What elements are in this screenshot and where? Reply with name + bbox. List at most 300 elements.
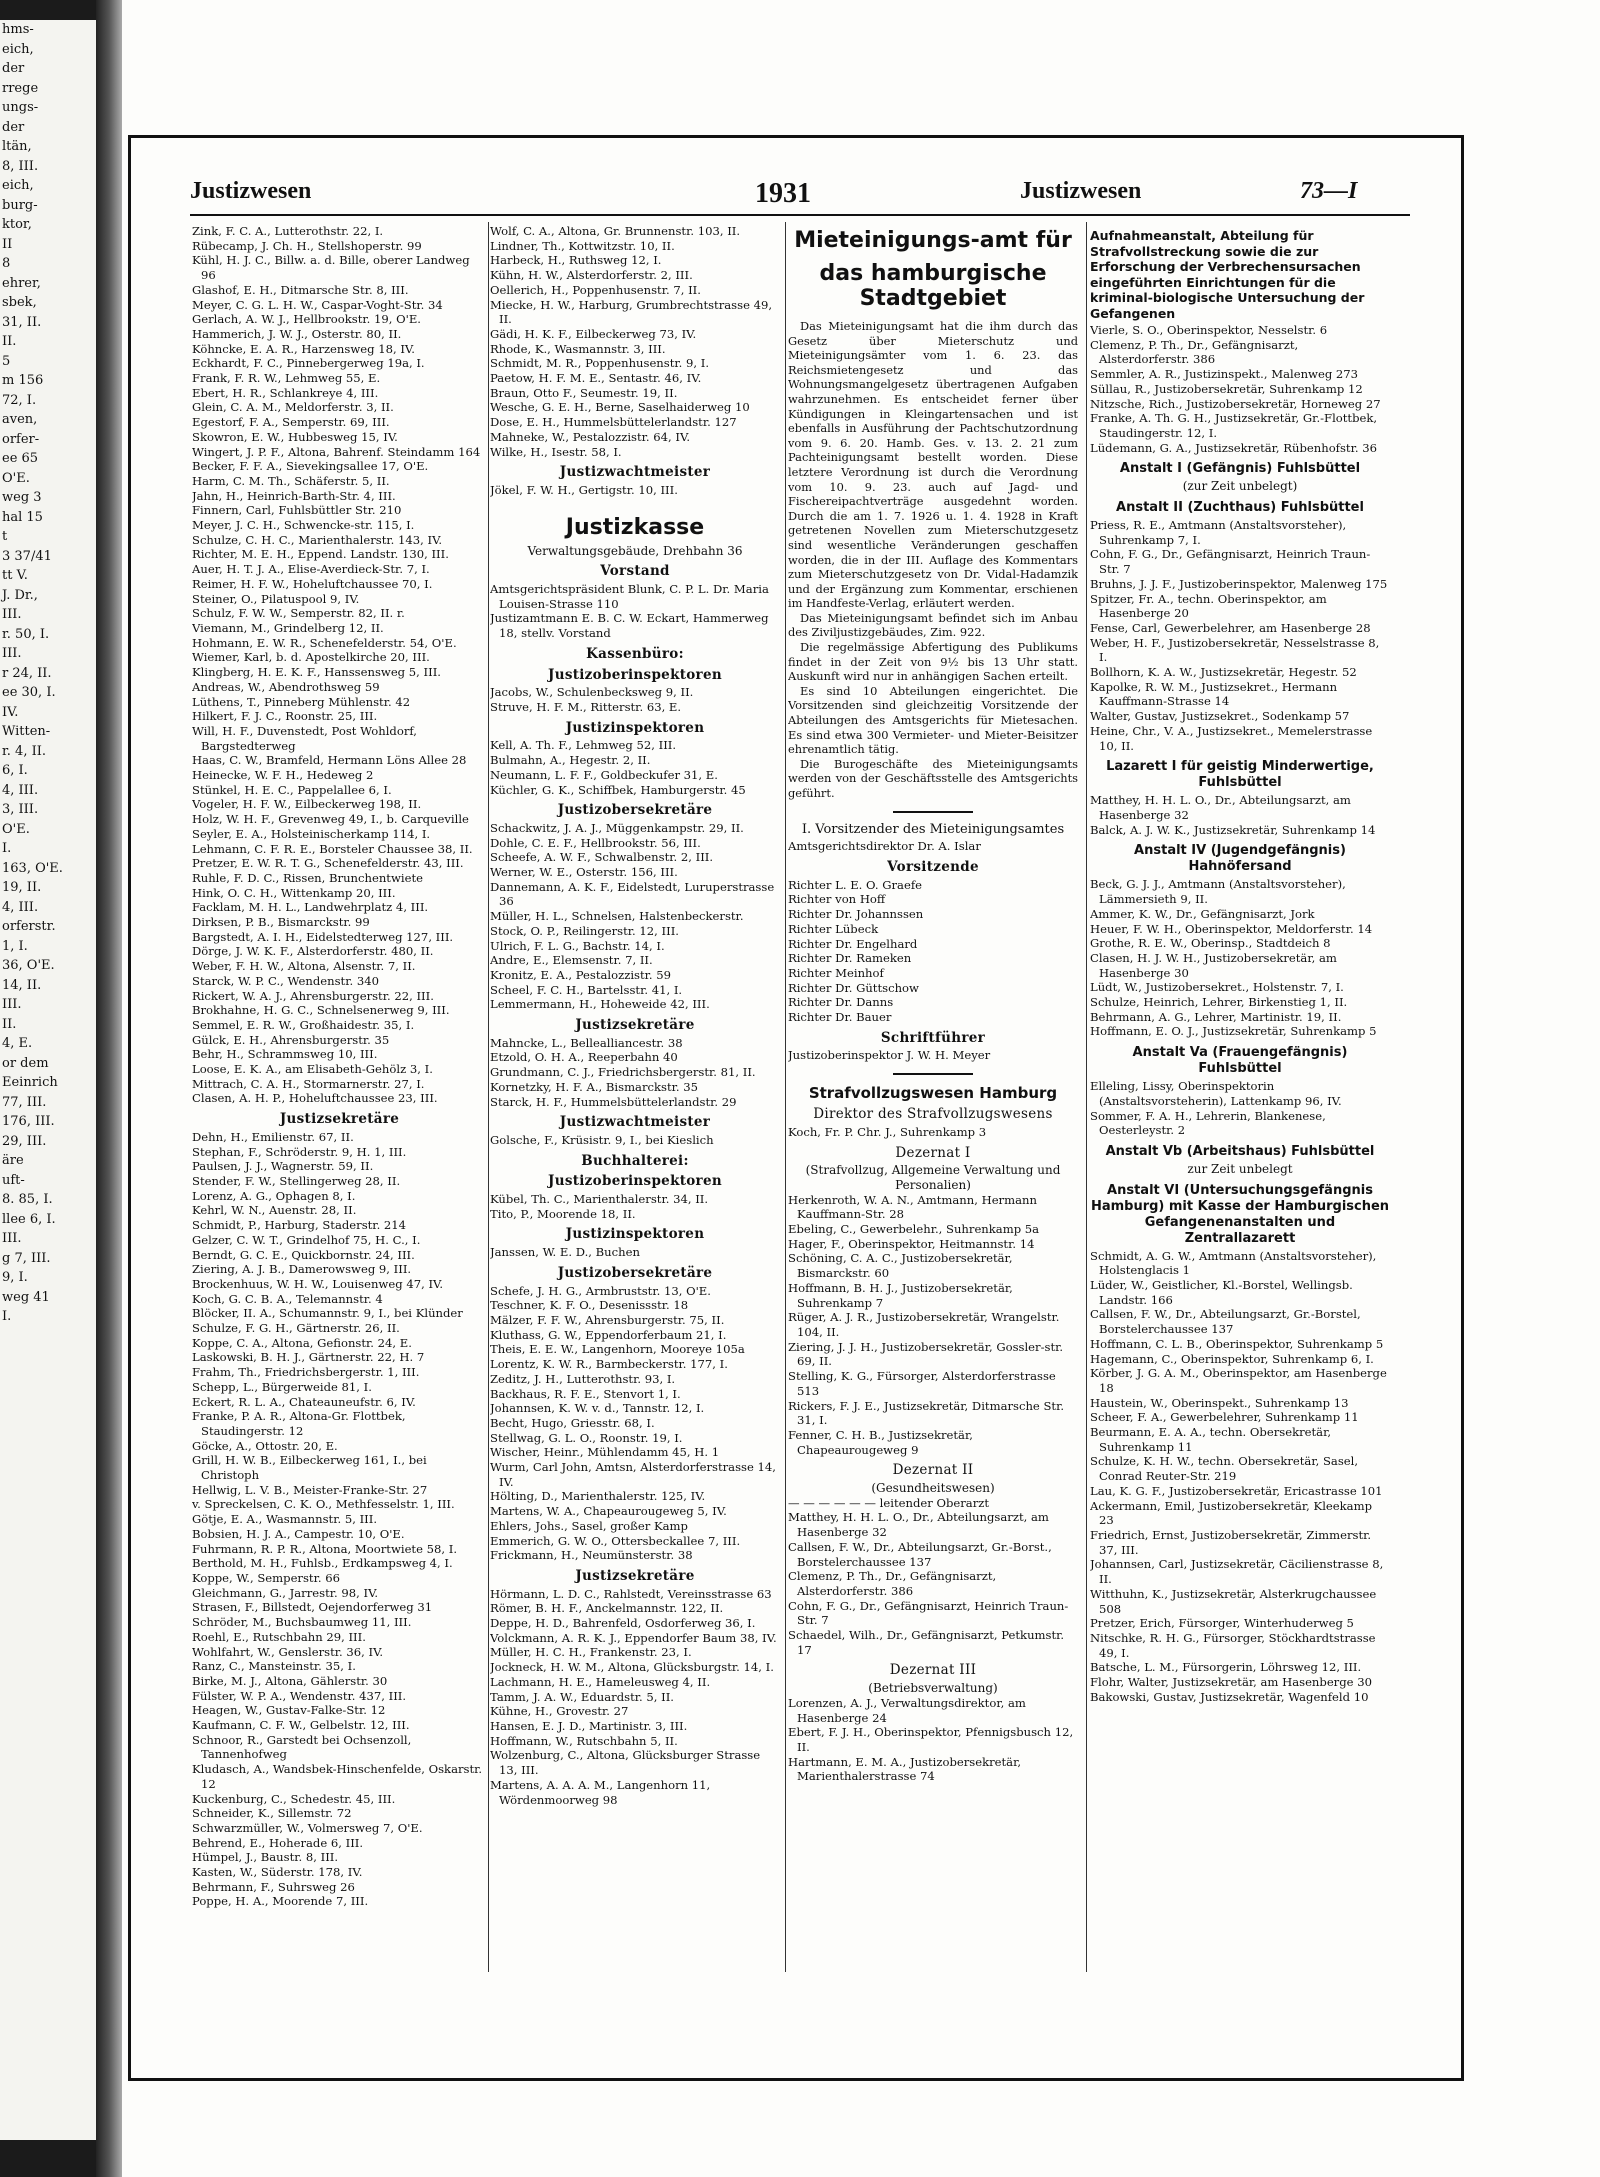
list-item: Lau, K. G. F., Justizobersekretär, Ericastrasse 101 bbox=[1090, 1483, 1383, 1498]
mieteinigungsamt-heading: Mieteinigungs-amt für bbox=[794, 228, 1072, 253]
previous-page-text: weg 3 bbox=[2, 490, 42, 505]
previous-page-text: orferstr. bbox=[2, 919, 56, 934]
list-item: Lachmann, H. E., Hameleusweg 4, II. bbox=[490, 1674, 711, 1689]
entry-list bbox=[788, 878, 1078, 1025]
list-item: Grundmann, C. J., Friedrichsbergerstr. 81, II. bbox=[490, 1065, 756, 1080]
entry-list bbox=[192, 224, 487, 1106]
list-item: Schwarzmüller, W., Volmersweg 7, O'E. bbox=[192, 1820, 423, 1835]
previous-page-text: 8, III. bbox=[2, 158, 39, 174]
list-item: Loose, E. K. A., am Elisabeth-Gehölz 3, I. bbox=[192, 1062, 433, 1077]
section-heading: Anstalt VI (Untersuchungsgefängnis Hamburg) mit Kasse der Hamburgischen Gefangenenanstalten und Zentrallazarett bbox=[1090, 1182, 1390, 1246]
previous-page-text: 163, O'E. bbox=[2, 860, 63, 876]
previous-page-text: aven, bbox=[2, 412, 38, 427]
list-item: Schröder, M., Buchsbaumweg 11, III. bbox=[192, 1615, 412, 1630]
previous-page-text: 4, III. bbox=[2, 899, 39, 915]
list-item: Glein, C. A. M., Meldorferstr. 3, II. bbox=[192, 400, 394, 415]
list-item: Richter L. E. O. Graefe bbox=[788, 877, 922, 892]
list-item: Rhode, K., Wasmannstr. 3, III. bbox=[490, 341, 666, 356]
list-item: Martens, A. A. A. M., Langenhorn 11, Wördenmoorweg 98 bbox=[490, 1777, 711, 1807]
previous-page-text: III. bbox=[2, 607, 22, 622]
list-item: Römer, B. H. F., Anckelmannstr. 122, II. bbox=[490, 1601, 724, 1616]
list-item: Scheer, F. A., Gewerbelehrer, Suhrenkamp 11 bbox=[1090, 1410, 1359, 1425]
list-item: Theis, E. E. W., Langenhorn, Mooreye 105a bbox=[490, 1342, 745, 1357]
previous-page-text: r. 4, II. bbox=[2, 743, 46, 759]
previous-page-text: tt V. bbox=[2, 568, 28, 583]
list-item: Brockenhuus, W. H. W., Louisenweg 47, IV. bbox=[192, 1276, 444, 1291]
previous-page-text: llee 6, I. bbox=[2, 1211, 56, 1227]
list-item: Richter Dr. Güttschow bbox=[788, 980, 919, 995]
list-item: Stender, F. W., Stellingerweg 28, II. bbox=[192, 1174, 401, 1188]
list-item: Koch, G. C. B. A., Telemannstr. 4 bbox=[192, 1291, 383, 1306]
list-item: Lehmann, C. F. R. E., Borsteler Chaussee 38, II. bbox=[192, 841, 473, 856]
header-right-title: Justizwesen bbox=[1020, 178, 1142, 204]
section-rule bbox=[893, 811, 973, 813]
list-item: Ziering, A. J. B., Damerowsweg 9, III. bbox=[192, 1262, 412, 1277]
list-item: Hagemann, C., Oberinspektor, Suhrenkamp 6, I. bbox=[1090, 1351, 1374, 1366]
list-item: Haustein, W., Oberinspekt., Suhrenkamp 13 bbox=[1090, 1395, 1349, 1410]
list-item: Priess, R. E., Amtmann (Anstaltsvorsteher), Suhrenkamp 7, I. bbox=[1090, 518, 1347, 547]
previous-page-text: 36, O'E. bbox=[2, 958, 55, 973]
list-item: Kühne, H., Grovestr. 27 bbox=[490, 1704, 629, 1719]
previous-page-text: III. bbox=[2, 1231, 22, 1246]
section-heading: Direktor des Strafvollzugswesens bbox=[813, 1106, 1053, 1123]
entry-list bbox=[490, 582, 780, 641]
list-item: Justizamtmann E. B. C. W. Eckart, Hammerweg 18, stellv. Vorstand bbox=[490, 611, 769, 641]
list-item: Kuckenburg, C., Schedestr. 45, III. bbox=[192, 1791, 396, 1806]
list-item: Richter von Hoff bbox=[788, 892, 886, 907]
justizkasse-address: Verwaltungsgebäude, Drehbahn 36 bbox=[527, 543, 743, 558]
section-heading: Justizwachtmeister bbox=[559, 1114, 711, 1131]
list-item: Strasen, F., Billstedt, Oejendorferweg 31 bbox=[192, 1600, 433, 1615]
list-item: Behrmann, F., Suhrsweg 26 bbox=[192, 1879, 355, 1894]
column-3 bbox=[788, 224, 1078, 1964]
list-item: Ebert, F. J. H., Oberinspektor, Pfennigsbusch 12, II. bbox=[788, 1725, 1074, 1754]
list-item: Eckhardt, F. C., Pinnebergerweg 19a, I. bbox=[192, 356, 425, 371]
list-item: Schepp, L., Bürgerweide 81, I. bbox=[192, 1379, 372, 1394]
previous-page-text: weg 41 bbox=[2, 1289, 50, 1305]
list-item: Frahm, Th., Friedrichsbergerstr. 1, III. bbox=[192, 1365, 420, 1380]
list-item: Kaufmann, C. F. W., Gelbelstr. 12, III. bbox=[192, 1718, 410, 1733]
list-item: Sommer, F. A. H., Lehrerin, Blankenese, Oesterleystr. 2 bbox=[1090, 1108, 1326, 1138]
previous-page-text: 31, II. bbox=[2, 314, 42, 330]
list-item: Kübel, Th. C., Marienthalerstr. 34, II. bbox=[490, 1192, 709, 1207]
list-item: Bakowski, Gustav, Justizsekretär, Wagenfeld 10 bbox=[1090, 1689, 1369, 1704]
list-item: Koch, Fr. P. Chr. J., Suhrenkamp 3 bbox=[788, 1124, 987, 1139]
list-item: Herkenroth, W. A. N., Amtmann, Hermann Kauffmann-Str. 28 bbox=[788, 1192, 1037, 1222]
entry-list bbox=[490, 1192, 780, 1221]
list-item: Ehlers, Johs., Sasel, großer Kamp bbox=[490, 1518, 688, 1533]
list-item: Martens, W. A., Chapeaurougeweg 5, IV. bbox=[490, 1504, 727, 1519]
entry-list bbox=[490, 1245, 780, 1260]
list-item: Frank, F. R. W., Lehmweg 55, E. bbox=[192, 371, 381, 386]
list-item: Richter Dr. Bauer bbox=[788, 1010, 892, 1025]
list-item: Mahncke, L., Bellealliancestr. 38 bbox=[490, 1035, 683, 1050]
list-item: Andre, E., Elemsenstr. 7, II. bbox=[490, 953, 653, 968]
list-item: Flohr, Walter, Justizsekretär, am Hasenberge 30 bbox=[1090, 1675, 1372, 1690]
list-item: Backhaus, R. F. E., Stenvort 1, I. bbox=[490, 1386, 681, 1401]
previous-page-text: ehrer, bbox=[2, 275, 41, 291]
previous-page-text: ee 65 bbox=[2, 451, 39, 466]
previous-page-text: 77, III. bbox=[2, 1094, 47, 1110]
previous-page-text: hal 15 bbox=[2, 509, 43, 525]
list-item: Jacobs, W., Schulenbecksweg 9, II. bbox=[490, 685, 694, 700]
previous-page-text: Witten- bbox=[2, 724, 51, 739]
list-item: Schulze, C. H. C., Marienthalerstr. 143, IV. bbox=[192, 532, 443, 547]
list-item: Matthey, H. H. L. O., Dr., Abteilungsarzt, am Hasenberge 32 bbox=[788, 1510, 1049, 1540]
list-item: Schmidt, P., Harburg, Staderstr. 214 bbox=[192, 1218, 407, 1233]
list-item: Teschner, K. F. O., Desenissstr. 18 bbox=[490, 1298, 689, 1313]
list-item: Franke, P. A. R., Altona-Gr. Flottbek, Staudingerstr. 12 bbox=[192, 1409, 406, 1438]
list-item: Viemann, M., Grindelberg 12, II. bbox=[192, 620, 384, 635]
list-item: Weber, H. F., Justizobersekretär, Nesselstrasse 8, I. bbox=[1090, 635, 1380, 665]
previous-page-text: III. bbox=[2, 646, 22, 661]
list-item: Hoffmann, C. L. B., Oberinspektor, Suhrenkamp 5 bbox=[1090, 1336, 1384, 1351]
list-item: Ziering, J. J. H., Justizobersekretär, Gossler-str. 69, II. bbox=[788, 1339, 1064, 1369]
entry-list bbox=[490, 224, 780, 459]
previous-page-text: 3 37/41 bbox=[2, 548, 52, 564]
list-item: Ruhle, F. D. C., Rissen, Brunchentwiete bbox=[192, 870, 423, 885]
section-heading: Schriftführer bbox=[880, 1029, 986, 1046]
list-item: Clemenz, P. Th., Dr., Gefängnisarzt, Alsterdorferstr. 386 bbox=[1090, 337, 1299, 367]
list-item: Mälzer, F. F. W., Ahrensburgerstr. 75, II. bbox=[490, 1313, 725, 1327]
list-item: Amtsgerichtspräsident Blunk, C. P. L. Dr. Maria Louisen-Strasse 110 bbox=[490, 582, 769, 611]
list-item: Fuhrmann, R. P. R., Altona, Moortwiete 58, I. bbox=[192, 1541, 458, 1556]
list-item: Hörmann, L. D. C., Rahlstedt, Vereinsstrasse 63 bbox=[490, 1586, 772, 1601]
list-item: Paetow, H. F. M. E., Sentastr. 46, IV. bbox=[490, 371, 702, 386]
list-item: Ebeling, C., Gewerbelehr., Suhrenkamp 5a bbox=[788, 1222, 1040, 1237]
list-item: Schöning, C. A. C., Justizobersekretär, Bismarckstr. 60 bbox=[788, 1251, 1013, 1281]
column-4 bbox=[1090, 224, 1390, 1964]
list-item: Hölting, D., Marienthalerstr. 125, IV. bbox=[490, 1489, 706, 1504]
previous-page-text: 176, III. bbox=[2, 1114, 55, 1129]
list-item: Hansen, E. J. D., Martinistr. 3, III. bbox=[490, 1718, 688, 1733]
section-subheading: zur Zeit unbelegt bbox=[1187, 1161, 1293, 1176]
list-item: Werner, W. E., Osterstr. 156, III. bbox=[490, 865, 678, 880]
list-item: Heine, Chr., V. A., Justizsekret., Memelerstrasse 10, II. bbox=[1090, 723, 1373, 753]
previous-page-text: r 24, II. bbox=[2, 665, 52, 681]
list-item: Hink, O. C. H., Wittenkamp 20, III. bbox=[192, 885, 396, 900]
list-item: Matthey, H. H. L. O., Dr., Abteilungsarzt, am Hasenberge 32 bbox=[1090, 793, 1351, 822]
list-item: Küchler, G. K., Schiffbek, Hamburgerstr. 45 bbox=[490, 782, 746, 797]
list-item: Elleling, Lissy, Oberinspektorin (Anstaltsvorsteherin), Lattenkamp 96, IV. bbox=[1090, 1079, 1342, 1108]
section-heading: Anstalt I (Gefängnis) Fuhlsbüttel bbox=[1119, 461, 1361, 477]
list-item: Weber, F. H. W., Altona, Alsenstr. 7, II. bbox=[192, 959, 416, 974]
list-item: Laskowski, B. H. J., Gärtnerstr. 22, H. 7 bbox=[192, 1350, 425, 1365]
entry-list bbox=[1090, 323, 1390, 455]
entry-list bbox=[490, 1036, 780, 1110]
column-divider bbox=[488, 222, 489, 1972]
section-heading: Justizsekretäre bbox=[575, 1567, 695, 1584]
list-item: Richter, M. E. H., Eppend. Landstr. 130, III. bbox=[192, 547, 449, 562]
list-item: Lüdt, W., Justizobersekret., Holstenstr. 7, I. bbox=[1090, 980, 1344, 995]
previous-page-text: sbek, bbox=[2, 295, 37, 310]
list-item: Janssen, W. E. D., Buchen bbox=[490, 1245, 640, 1260]
section-heading: Justizoberinspektoren bbox=[548, 666, 722, 683]
list-item: Götje, E. A., Wasmannstr. 5, III. bbox=[192, 1512, 378, 1527]
list-item: Behrmann, A. G., Lehrer, Martinistr. 19, II. bbox=[1090, 1009, 1342, 1024]
list-item: Behrend, E., Hoherade 6, III. bbox=[192, 1835, 364, 1850]
list-item: Tito, P., Moorende 18, II. bbox=[490, 1206, 636, 1221]
list-item: Miecke, H. W., Harburg, Grumbrechtstrasse 49, II. bbox=[490, 297, 773, 327]
list-item: Göcke, A., Ottostr. 20, E. bbox=[192, 1438, 338, 1453]
list-item: Wolf, C. A., Altona, Gr. Brunnenstr. 103, II. bbox=[490, 224, 741, 238]
page-number: 73—I bbox=[1300, 178, 1358, 204]
entry-list bbox=[490, 1587, 780, 1808]
list-item: Grill, H. W. B., Eilbeckerweg 161, I., bei Christoph bbox=[192, 1453, 427, 1483]
list-item: Berthold, M. H., Fuhlsb., Erdkampsweg 4, I. bbox=[192, 1556, 453, 1571]
list-item: Haas, C. W., Bramfeld, Hermann Löns Allee 28 bbox=[192, 753, 467, 768]
list-item: Lorenz, A. G., Ophagen 8, I. bbox=[192, 1188, 356, 1203]
list-item: Richter Meinhof bbox=[788, 965, 884, 980]
list-item: Heuer, F. W. H., Oberinspektor, Meldorferstr. 14 bbox=[1090, 921, 1373, 936]
list-item: Mahneke, W., Pestalozzistr. 64, IV. bbox=[490, 429, 691, 444]
column-divider bbox=[785, 222, 786, 1972]
previous-page-text: J. Dr., bbox=[2, 587, 38, 603]
list-item: Schulze, F. G. H., Gärtnerstr. 26, II. bbox=[192, 1321, 400, 1336]
list-item: Grothe, R. E. W., Oberinsp., Stadtdeich 8 bbox=[1090, 936, 1331, 951]
list-item: Körber, J. G. A. M., Oberinspektor, am Hasenberge 18 bbox=[1090, 1366, 1387, 1395]
previous-page-text: der bbox=[2, 61, 25, 76]
list-item: Dohle, C. E. F., Hellbrookstr. 56, III. bbox=[490, 835, 701, 850]
previous-page-text: 1, I. bbox=[2, 938, 28, 954]
section-heading: Justizobersekretäre bbox=[557, 1264, 713, 1281]
list-item: Braun, Otto F., Seumestr. 19, II. bbox=[490, 385, 678, 400]
list-item: Gädi, H. K. F., Eilbeckerweg 73, IV. bbox=[490, 326, 697, 341]
previous-page-text: II. bbox=[2, 1016, 17, 1032]
column-divider bbox=[1086, 222, 1087, 1972]
list-item: Bargstedt, A. I. H., Eidelstedterweg 127, III. bbox=[192, 929, 454, 944]
section-heading: Justizsekretäre bbox=[575, 1017, 695, 1034]
list-item: Kühl, H. J. C., Billw. a. d. Bille, oberer Landweg 96 bbox=[192, 253, 470, 283]
previous-page-text: eich, bbox=[2, 41, 34, 57]
list-item: Hoffmann, E. O. J., Justizsekretär, Suhrenkamp 5 bbox=[1090, 1024, 1377, 1039]
list-item: Starck, W. P. C., Wendenstr. 340 bbox=[192, 973, 379, 988]
list-item: Starck, H. F., Hummelsbüttelerlandstr. 29 bbox=[490, 1094, 737, 1109]
list-item: Franke, A. Th. G. H., Justizsekretär, Gr.-Flottbek, Staudingerstr. 12, I. bbox=[1090, 411, 1378, 440]
paragraph: Es sind 10 Abteilungen eingerichtet. Die Vorsitzenden sind gleichzeitig Vorsitzende der Abteilungen des Amtsgerichts für Mietesachen. Es sind etwa 300 Vermieter- und Mieter-Beisitzer ehrenamtlich tätig. bbox=[788, 683, 1078, 757]
list-item: Bruhns, J. J. F., Justizoberinspektor, Malenweg 175 bbox=[1090, 576, 1388, 591]
list-item: Will, H. F., Duvenstedt, Post Wohldorf, Bargstedterweg bbox=[192, 723, 417, 753]
section-heading: Dezernat II bbox=[892, 1462, 974, 1479]
list-item: Oellerich, H., Poppenhusenstr. 7, II. bbox=[490, 282, 701, 297]
list-item: Reimer, H. F. W., Hoheluftchaussee 70, I. bbox=[192, 576, 433, 591]
section-subheading: (Betriebsverwaltung) bbox=[868, 1681, 998, 1696]
previous-page-text: 4, E. bbox=[2, 1036, 33, 1051]
list-item: Klingberg, H. E. K. F., Hanssensweg 5, III. bbox=[192, 665, 441, 680]
list-item: Kluthass, G. W., Eppendorferbaum 21, I. bbox=[490, 1327, 727, 1342]
list-item: Schulze, Heinrich, Lehrer, Birkenstieg 1, II. bbox=[1090, 995, 1348, 1010]
previous-page-text: I. bbox=[2, 1309, 12, 1324]
previous-page-text: II bbox=[2, 236, 13, 252]
list-item: Poppe, H. A., Moorende 7, III. bbox=[192, 1894, 369, 1909]
list-item: Balck, A. J. W. K., Justizsekretär, Suhrenkamp 14 bbox=[1090, 822, 1376, 837]
previous-page-text: 4, III. bbox=[2, 782, 39, 798]
list-item: Schackwitz, J. A. J., Müggenkampstr. 29, II. bbox=[490, 820, 744, 835]
list-item: Facklam, M. H. L., Landwehrplatz 4, III. bbox=[192, 900, 429, 915]
list-item: Scheefe, A. W. F., Schwalbenstr. 2, III. bbox=[490, 850, 714, 865]
previous-page-text: 6, I. bbox=[2, 763, 28, 778]
list-item: Zeditz, J. H., Lutterothstr. 93, I. bbox=[490, 1371, 676, 1386]
entry-list bbox=[1090, 877, 1390, 1039]
list-item: Johannsen, K. W. v. d., Tannstr. 12, I. bbox=[490, 1401, 705, 1416]
list-item: Koppe, C. A., Altona, Gefionstr. 24, E. bbox=[192, 1335, 412, 1350]
list-item: Gülck, E. H., Ahrensburgerstr. 35 bbox=[192, 1032, 390, 1047]
list-item: Rüger, A. J. R., Justizobersekretär, Wrangelstr. 104, II. bbox=[788, 1310, 1060, 1339]
running-header bbox=[190, 178, 1390, 212]
entry-list bbox=[490, 483, 780, 498]
list-item: Hager, F., Oberinspektor, Heitmannstr. 14 bbox=[788, 1236, 1035, 1251]
list-item: Becht, Hugo, Griesstr. 68, I. bbox=[490, 1415, 655, 1430]
list-item: Eckert, R. L. A., Chateauneufstr. 6, IV. bbox=[192, 1394, 416, 1409]
entry-list bbox=[490, 738, 780, 797]
previous-page-text: 3, III. bbox=[2, 802, 39, 817]
list-item: Glashof, E. H., Ditmarsche Str. 8, III. bbox=[192, 282, 409, 297]
list-item: Friedrich, Ernst, Justizobersekretär, Zimmerstr. 37, III. bbox=[1090, 1528, 1372, 1557]
paragraph: Das Mieteinigungsamt hat die ihm durch das Gesetz über Mieterschutz und Mieteinigungsämter vom 1. 6. 23. das Reichsmietengesetz und das Wohnungsmangelgesetz übertragenen Aufgaben wahrzunehmen. Es entscheidet ferner über Kündigungen in Kleingartensachen und ist ebenfalls in Ausführung der Pachtschutzordnung vom 9. 6. 20. Hamb. Ges. v. 13. 2. 21 zum Pachteinigungsamt bestellt worden. Diese letztere Verordnung ist durch die Verordnung vom 10. 9. 23. auch auf Jagd- und Fischereipachtverträge ausgedehnt worden. Durch die am 1. 7. 1926 u. 1. 4. 1928 in Kraft getretenen Novellen zum Mieterschutzgesetz sind wesentliche Veränderungen geschaffen worden, die in der III. Auflage des Kommentars zum Mieterschutzgesetz von Dr. Vidal-Hadamzik und der Ergänzung zum Kommentar, erschienen im Handfeste-Verlag, erläutert werden. bbox=[788, 319, 1078, 611]
previous-page-text: 14, II. bbox=[2, 977, 42, 993]
section-subheading: (Gesundheitswesen) bbox=[871, 1481, 995, 1496]
previous-page-text: 8. 85, I. bbox=[2, 1192, 53, 1207]
list-item: Clemenz, P. Th., Dr., Gefängnisarzt, Alsterdorferstr. 386 bbox=[788, 1569, 997, 1598]
list-item: Ranz, C., Mansteinstr. 35, I. bbox=[192, 1659, 356, 1674]
list-item: Wingert, J. P. F., Altona, Bahrenf. Steindamm 164 bbox=[192, 444, 481, 459]
list-item: Johannsen, Carl, Justizsekretär, Cäcilienstrasse 8, II. bbox=[1090, 1557, 1384, 1587]
list-item: Zink, F. C. A., Lutterothstr. 22, I. bbox=[192, 224, 384, 238]
list-item: Semmel, E. R. W., Großhaidestr. 35, I. bbox=[192, 1017, 415, 1032]
list-item: Dirksen, P. B., Bismarckstr. 99 bbox=[192, 915, 370, 930]
list-item: — — — — — — leitender Oberarzt bbox=[788, 1495, 989, 1510]
list-item: Vierle, S. O., Oberinspektor, Nesselstr. 6 bbox=[1090, 323, 1328, 337]
previous-page-text: äre bbox=[2, 1153, 24, 1168]
section-heading: Anstalt Vb (Arbeitshaus) Fuhlsbüttel bbox=[1105, 1143, 1375, 1159]
list-item: Hartmann, E. M. A., Justizobersekretär, Marienthalerstrasse 74 bbox=[788, 1754, 1022, 1784]
list-item: Jökel, F. W. H., Gertigstr. 10, III. bbox=[490, 482, 678, 497]
list-item: Cohn, F. G., Dr., Gefängnisarzt, Heinrich Traun-Str. 7 bbox=[1090, 547, 1371, 577]
entry-list bbox=[1090, 518, 1390, 753]
list-item: Lemmermann, H., Hoheweide 42, III. bbox=[490, 997, 710, 1012]
list-item: Jockneck, H. W. M., Altona, Glücksburgstr. 14, I. bbox=[490, 1660, 774, 1675]
list-item: Köhncke, E. A. R., Harzensweg 18, IV. bbox=[192, 341, 415, 356]
justizkasse-heading: Justizkasse bbox=[565, 514, 705, 540]
list-item: Dehn, H., Emilienstr. 67, II. bbox=[192, 1129, 354, 1144]
list-item: Berndt, G. C. E., Quickbornstr. 24, III. bbox=[192, 1247, 415, 1262]
column-1 bbox=[192, 224, 487, 1964]
strafvollzug-heading: Strafvollzugswesen Hamburg bbox=[808, 1084, 1058, 1103]
list-item: Rickers, F. J. E., Justizsekretär, Ditmarsche Str. 31, I. bbox=[788, 1398, 1065, 1428]
list-item: Walter, Gustav, Justizsekret., Sodenkamp 57 bbox=[1090, 709, 1350, 724]
previous-page-text: r. 50, I. bbox=[2, 626, 50, 642]
list-item: Lüder, W., Geistlicher, Kl.-Borstel, Wellingsb. Landstr. 166 bbox=[1090, 1278, 1353, 1307]
list-item: Witthuhn, K., Justizsekretär, Alsterkrugchaussee 508 bbox=[1090, 1586, 1377, 1616]
list-item: Andreas, W., Abendrothsweg 59 bbox=[192, 679, 380, 694]
list-item: Rickert, W. A. J., Ahrensburgerstr. 22, III. bbox=[192, 988, 434, 1003]
header-left-title: Justizwesen bbox=[190, 178, 312, 204]
list-item: Behr, H., Schrammsweg 10, III. bbox=[192, 1047, 378, 1062]
section-rule bbox=[893, 1073, 973, 1075]
list-item: Lorenzen, A. J., Verwaltungsdirektor, am Hasenberge 24 bbox=[788, 1695, 1026, 1725]
previous-page-text: II. bbox=[2, 334, 17, 349]
list-item: Jahn, H., Heinrich-Barth-Str. 4, III. bbox=[192, 488, 396, 503]
section-heading: Anstalt II (Zuchthaus) Fuhlsbüttel bbox=[1116, 500, 1364, 516]
entry-list bbox=[788, 1496, 1078, 1658]
section-heading: Justizwachtmeister bbox=[559, 464, 711, 481]
list-item: Nitschke, R. H. G., Fürsorger, Stöckhardtstrasse 49, I. bbox=[1090, 1630, 1376, 1660]
list-item: Scheel, F. C. H., Bartelsstr. 41, I. bbox=[490, 982, 683, 997]
list-item: Kludasch, A., Wandsbek-Hinschenfelde, Oskarstr. 12 bbox=[192, 1762, 483, 1791]
list-item: Schaedel, Wilh., Dr., Gefängnisarzt, Petkumstr. 17 bbox=[788, 1628, 1065, 1657]
list-item: Clasen, H. J. W. H., Justizobersekretär, am Hasenberge 30 bbox=[1090, 950, 1337, 980]
list-item: Kronitz, E. A., Pestalozzistr. 59 bbox=[490, 967, 672, 982]
list-item: Semmler, A. R., Justizinspekt., Malenweg 273 bbox=[1090, 367, 1359, 382]
list-item: Rübecamp, J. Ch. H., Stellshoperstr. 99 bbox=[192, 238, 422, 253]
section-subheading: (Strafvollzug, Allgemeine Verwaltung und Personalien) bbox=[805, 1163, 1061, 1192]
section-heading: Justizsekretäre bbox=[279, 1111, 400, 1128]
list-item: Vogeler, H. F. W., Eilbeckerweg 198, II. bbox=[192, 797, 422, 812]
list-item: Harbeck, H., Ruthsweg 12, I. bbox=[490, 253, 662, 268]
list-item: Schulz, F. W. W., Semperstr. 82, II. r. bbox=[192, 606, 405, 621]
previous-page-text: 72, I. bbox=[2, 392, 37, 408]
previous-page-text: 29, III. bbox=[2, 1133, 47, 1149]
list-item: Clasen, A. H. P., Hoheluftchaussee 23, III. bbox=[192, 1091, 438, 1106]
list-item: Stünkel, H. E. C., Pappelallee 6, I. bbox=[192, 782, 392, 797]
list-item: Brokhahne, H. G. C., Schnelsenerweg 9, III. bbox=[192, 1003, 450, 1018]
list-item: Frickmann, H., Neumünsterstr. 38 bbox=[490, 1548, 693, 1563]
paragraph: Die regelmässige Abfertigung des Publikums findet in der Zeit von 9½ bis 13 Uhr statt. Auskunft wird nur in anhängigen Sachen erteilt. bbox=[788, 640, 1078, 684]
list-item: Wilke, H., Isestr. 58, I. bbox=[490, 444, 622, 459]
section-heading: Kassenbüro: bbox=[586, 645, 684, 662]
previous-page-text: der bbox=[2, 119, 25, 135]
list-item: Finnern, Carl, Fuhlsbüttler Str. 210 bbox=[192, 503, 402, 518]
list-item: Kühn, H. W., Alsterdorferstr. 2, III. bbox=[490, 268, 693, 283]
section-heading: Vorsitzende bbox=[887, 859, 979, 875]
header-rule bbox=[190, 214, 1410, 216]
list-item: Holz, W. H. F., Grevenweg 49, I., b. Carqueville bbox=[192, 812, 469, 827]
list-item: Stephan, F., Schröderstr. 9, H. 1, III. bbox=[192, 1144, 407, 1159]
previous-page-text: or dem bbox=[2, 1055, 49, 1071]
list-item: Egestorf, F. A., Semperstr. 69, III. bbox=[192, 415, 390, 430]
list-item: Koppe, W., Semperstr. 66 bbox=[192, 1570, 340, 1585]
section-heading: Justizobersekretäre bbox=[557, 802, 713, 819]
entry-list bbox=[490, 1133, 780, 1148]
list-item: Müller, H. C. H., Frankenstr. 23, I. bbox=[490, 1645, 692, 1660]
list-item: Fenner, C. H. B., Justizsekretär, Chapeaurougeweg 9 bbox=[788, 1427, 973, 1457]
previous-page-text: 5 bbox=[2, 353, 11, 369]
list-item: Lüthens, T., Pinneberg Mühlenstr. 42 bbox=[192, 694, 411, 709]
list-item: Gleichmann, G., Jarrestr. 98, IV. bbox=[192, 1585, 379, 1600]
previous-page-fragment bbox=[0, 20, 96, 2140]
list-item: Meyer, C. G. L. H. W., Caspar-Voght-Str. 34 bbox=[192, 297, 443, 312]
list-item: Meyer, J. C. H., Schwencke-str. 115, I. bbox=[192, 518, 415, 533]
section-heading: Justizinspektoren bbox=[565, 1226, 705, 1243]
section-heading: Aufnahmeanstalt, Abteilung für Strafvollstreckung sowie die zur Erforschung der Verbrechensursachen eingeführten Einrichtungen für die kriminal-biologische Untersuchung der Gefangenen bbox=[1090, 228, 1365, 321]
book-gutter bbox=[96, 0, 122, 2177]
list-item: Fülster, W. P. A., Wendenstr. 437, III. bbox=[192, 1688, 407, 1703]
list-item: Ammer, K. W., Dr., Gefängnisarzt, Jork bbox=[1090, 906, 1315, 921]
list-item: Kapolke, R. W. M., Justizsekret., Hermann Kauffmann-Strasse 14 bbox=[1090, 679, 1338, 709]
list-item: Becker, F. F. A., Sievekingsallee 17, O'E. bbox=[192, 459, 429, 474]
list-item: Auer, H. T. J. A., Elise-Averdieck-Str. 7, I. bbox=[192, 562, 430, 577]
list-item: Beck, G. J. J., Amtmann (Anstaltsvorsteher), Lämmersieth 9, II. bbox=[1090, 877, 1346, 907]
list-item: Hoffmann, W., Rutschbahn 5, II. bbox=[490, 1733, 678, 1748]
list-item: Batsche, L. M., Fürsorgerin, Löhrsweg 12, III. bbox=[1090, 1660, 1362, 1675]
list-item: Neumann, L. F. F., Goldbeckufer 31, E. bbox=[490, 767, 718, 782]
list-item: Richter Dr. Danns bbox=[788, 995, 894, 1010]
section-heading: Vorstand bbox=[600, 563, 670, 580]
previous-page-text: rrege bbox=[2, 80, 39, 96]
section-heading: Dezernat III bbox=[889, 1662, 977, 1679]
previous-page-text: O'E. bbox=[2, 470, 30, 486]
list-item: Stock, O. P., Reilingerstr. 12, III. bbox=[490, 923, 679, 938]
